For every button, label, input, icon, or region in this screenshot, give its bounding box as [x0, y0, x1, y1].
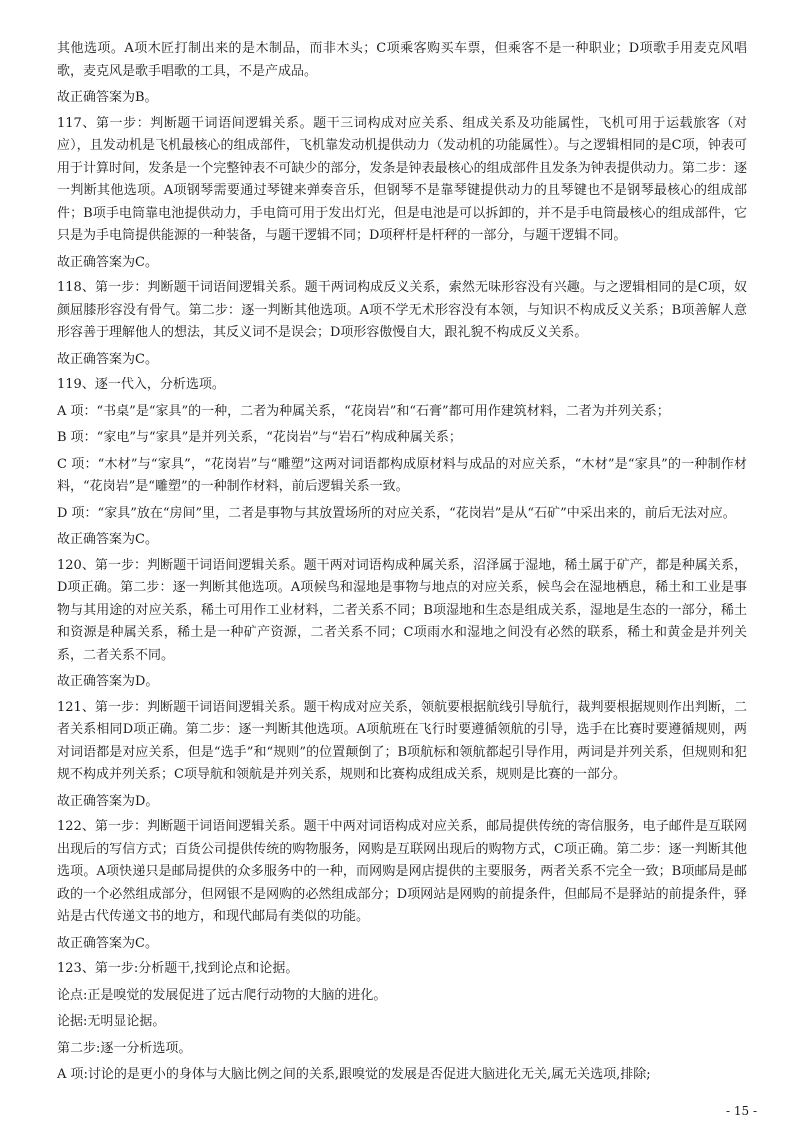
paragraph: 121、第一步：判断题干词语间逻辑关系。题干构成对应关系，领航要根据航线引导航行，裁判要根据规则作出判断，二者关系相同D项正确。第二步：逐一判断其他选项。A项航班在飞行时要遵循领航的引导，选手在比赛时要遵循规则，两对词语都是对应关系，但是“选手”和“规则”的位置颠倒了；B项航标和领航都起引导作用，两词是并列关系，但规则和犯规不构成并列关系；C项导航和领航是并列关系，规则和比赛构成组成关系，规则是比赛的一部分。 [57, 699, 747, 782]
document-page [57, 38, 747, 1091]
answer-line: 故正确答案为C。 [57, 935, 158, 951]
paragraph: 118、第一步：判断题干词语间逻辑关系。题干两词构成反义关系，索然无味形容没有兴趣。与之逻辑相同的是C项，奴颜屈膝形容没有骨气。第二步：逐一判断其他选项。A项不学无术形容没有本领，与知识不构成反义关系；B项善解人意形容善于理解他人的想法，其反义词不是误会；D项形容傲慢自大，跟礼貌不构成反义关系。 [57, 280, 747, 340]
paragraph: 其他选项。A项木匠打制出来的是木制品，而非木头；C项乘客购买车票，但乘客不是一种职业；D项歌手用麦克风唱歌，麦克风是歌手唱歌的工具，不是产成品。 [57, 41, 747, 79]
option-paragraph: A 项：“书桌”是“家具”的一种，二者为种属关系，“花岗岩”和“石膏”都可用作建筑材料，二者为并列关系； [57, 403, 670, 419]
answer-line: 故正确答案为C。 [57, 254, 158, 270]
paragraph: 120、第一步：判断题干词语间逻辑关系。题干两对词语构成种属关系，沼泽属于湿地，稀土属于矿产，都是种属关系，D项正确。第二步：逐一判断其他选项。A项候鸟和湿地是事物与地点的对应关系，候鸟会在湿地栖息，稀土和工业是事物与其用途的对应关系，稀土可用作工业材料，二者关系不同；B项湿地和生态是组成关系，湿地是生态的一部分，稀土和资源是种属关系，稀土是一种矿产资源，二者关系不同；C项雨水和湿地之间没有必然的联系，稀土和黄金是并列关系，二者关系不同。 [57, 557, 747, 663]
option-paragraph: D 项：“家具”放在“房间”里，二者是事物与其放置场所的对应关系，“花岗岩”是从“石矿”中采出来的，前后无法对应。 [57, 505, 736, 521]
answer-line: 故正确答案为C。 [57, 532, 158, 547]
answer-line: 故正确答案为B。 [57, 90, 158, 105]
paragraph: 119、逐一代入，分析选项。 [57, 377, 225, 392]
answer-line: 故正确答案为D。 [57, 674, 159, 689]
paragraph: 论点:正是嗅觉的发展促进了远古爬行动物的大脑的进化。 [57, 987, 387, 1003]
page-number: - 15 - [726, 1104, 758, 1118]
paragraph: 论据:无明显论据。 [57, 1014, 166, 1029]
paragraph: 123、第一步:分析题干,找到论点和论据。 [57, 961, 299, 976]
paragraph: 122、第一步：判断题干词语间逻辑关系。题干中两对词语构成对应关系，邮局提供传统的寄信服务，电子邮件是互联网出现后的写信方式；百货公司提供传统的购物服务，网购是互联网出现后的购物方式，C项正确。第二步：逐一判断其他选项。A项快递只是邮局提供的众多服务中的一种，而网购是网店提供的主要服务，两者关系不完全一致；B项邮局是邮政的一个必然组成部分，但网银不是网购的必然组成部分；D项网站是网购的前提条件，但邮局不是驿站的前提条件，驿站是古代传递文书的地方，和现代邮局有类似的功能。 [57, 819, 747, 924]
paragraph: 第二步:逐一分析选项。 [57, 1040, 192, 1056]
option-paragraph: B 项：“家电”与“家具”是并列关系，“花岗岩”与“岩石”构成种属关系； [57, 430, 462, 445]
paragraph: A 项:讨论的是更小的身体与大脑比例之间的关系,跟嗅觉的发展是否促进大脑进化无关,属无关选项,排除; [57, 1067, 651, 1082]
answer-line: 故正确答案为C。 [57, 351, 158, 367]
answer-line: 故正确答案为D。 [57, 793, 159, 809]
paragraph: 117、第一步：判断题干词语间逻辑关系。题干三词构成对应关系、组成关系及功能属性，飞机可用于运载旅客（对应），且发动机是飞机最核心的组成部件，飞机靠发动机提供动力（发动机的功能属性）。与之逻辑相同的是C项，钟表可用于计算时间，发条是一个完整钟表不可缺少的部分，发条是钟表最核心的组成部件且发条为钟表提供动力。第二步：逐一判断其他选项。A项钢琴需要通过琴键来弹奏音乐，但钢琴不是靠琴键提供动力的且琴键也不是钢琴最核心的组成部件；B项手电筒靠电池提供动力，手电筒可用于发出灯光，但是电池是可以拆卸的，并不是手电筒最核心的组成部件，它只是为手电筒提供能源的一种装备，与题干逻辑不同；D项秤杆是杆秤的一部分，与题干逻辑不同。 [57, 115, 747, 243]
option-paragraph: C 项：“木材”与“家具”，“花岗岩”与“雕塑”这两对词语都构成原材料与成品的对应关系，“木材”是“家具”的一种制作材料，“花岗岩”是“雕塑”的一种制作材料，前后逻辑关系一致。 [57, 456, 747, 494]
